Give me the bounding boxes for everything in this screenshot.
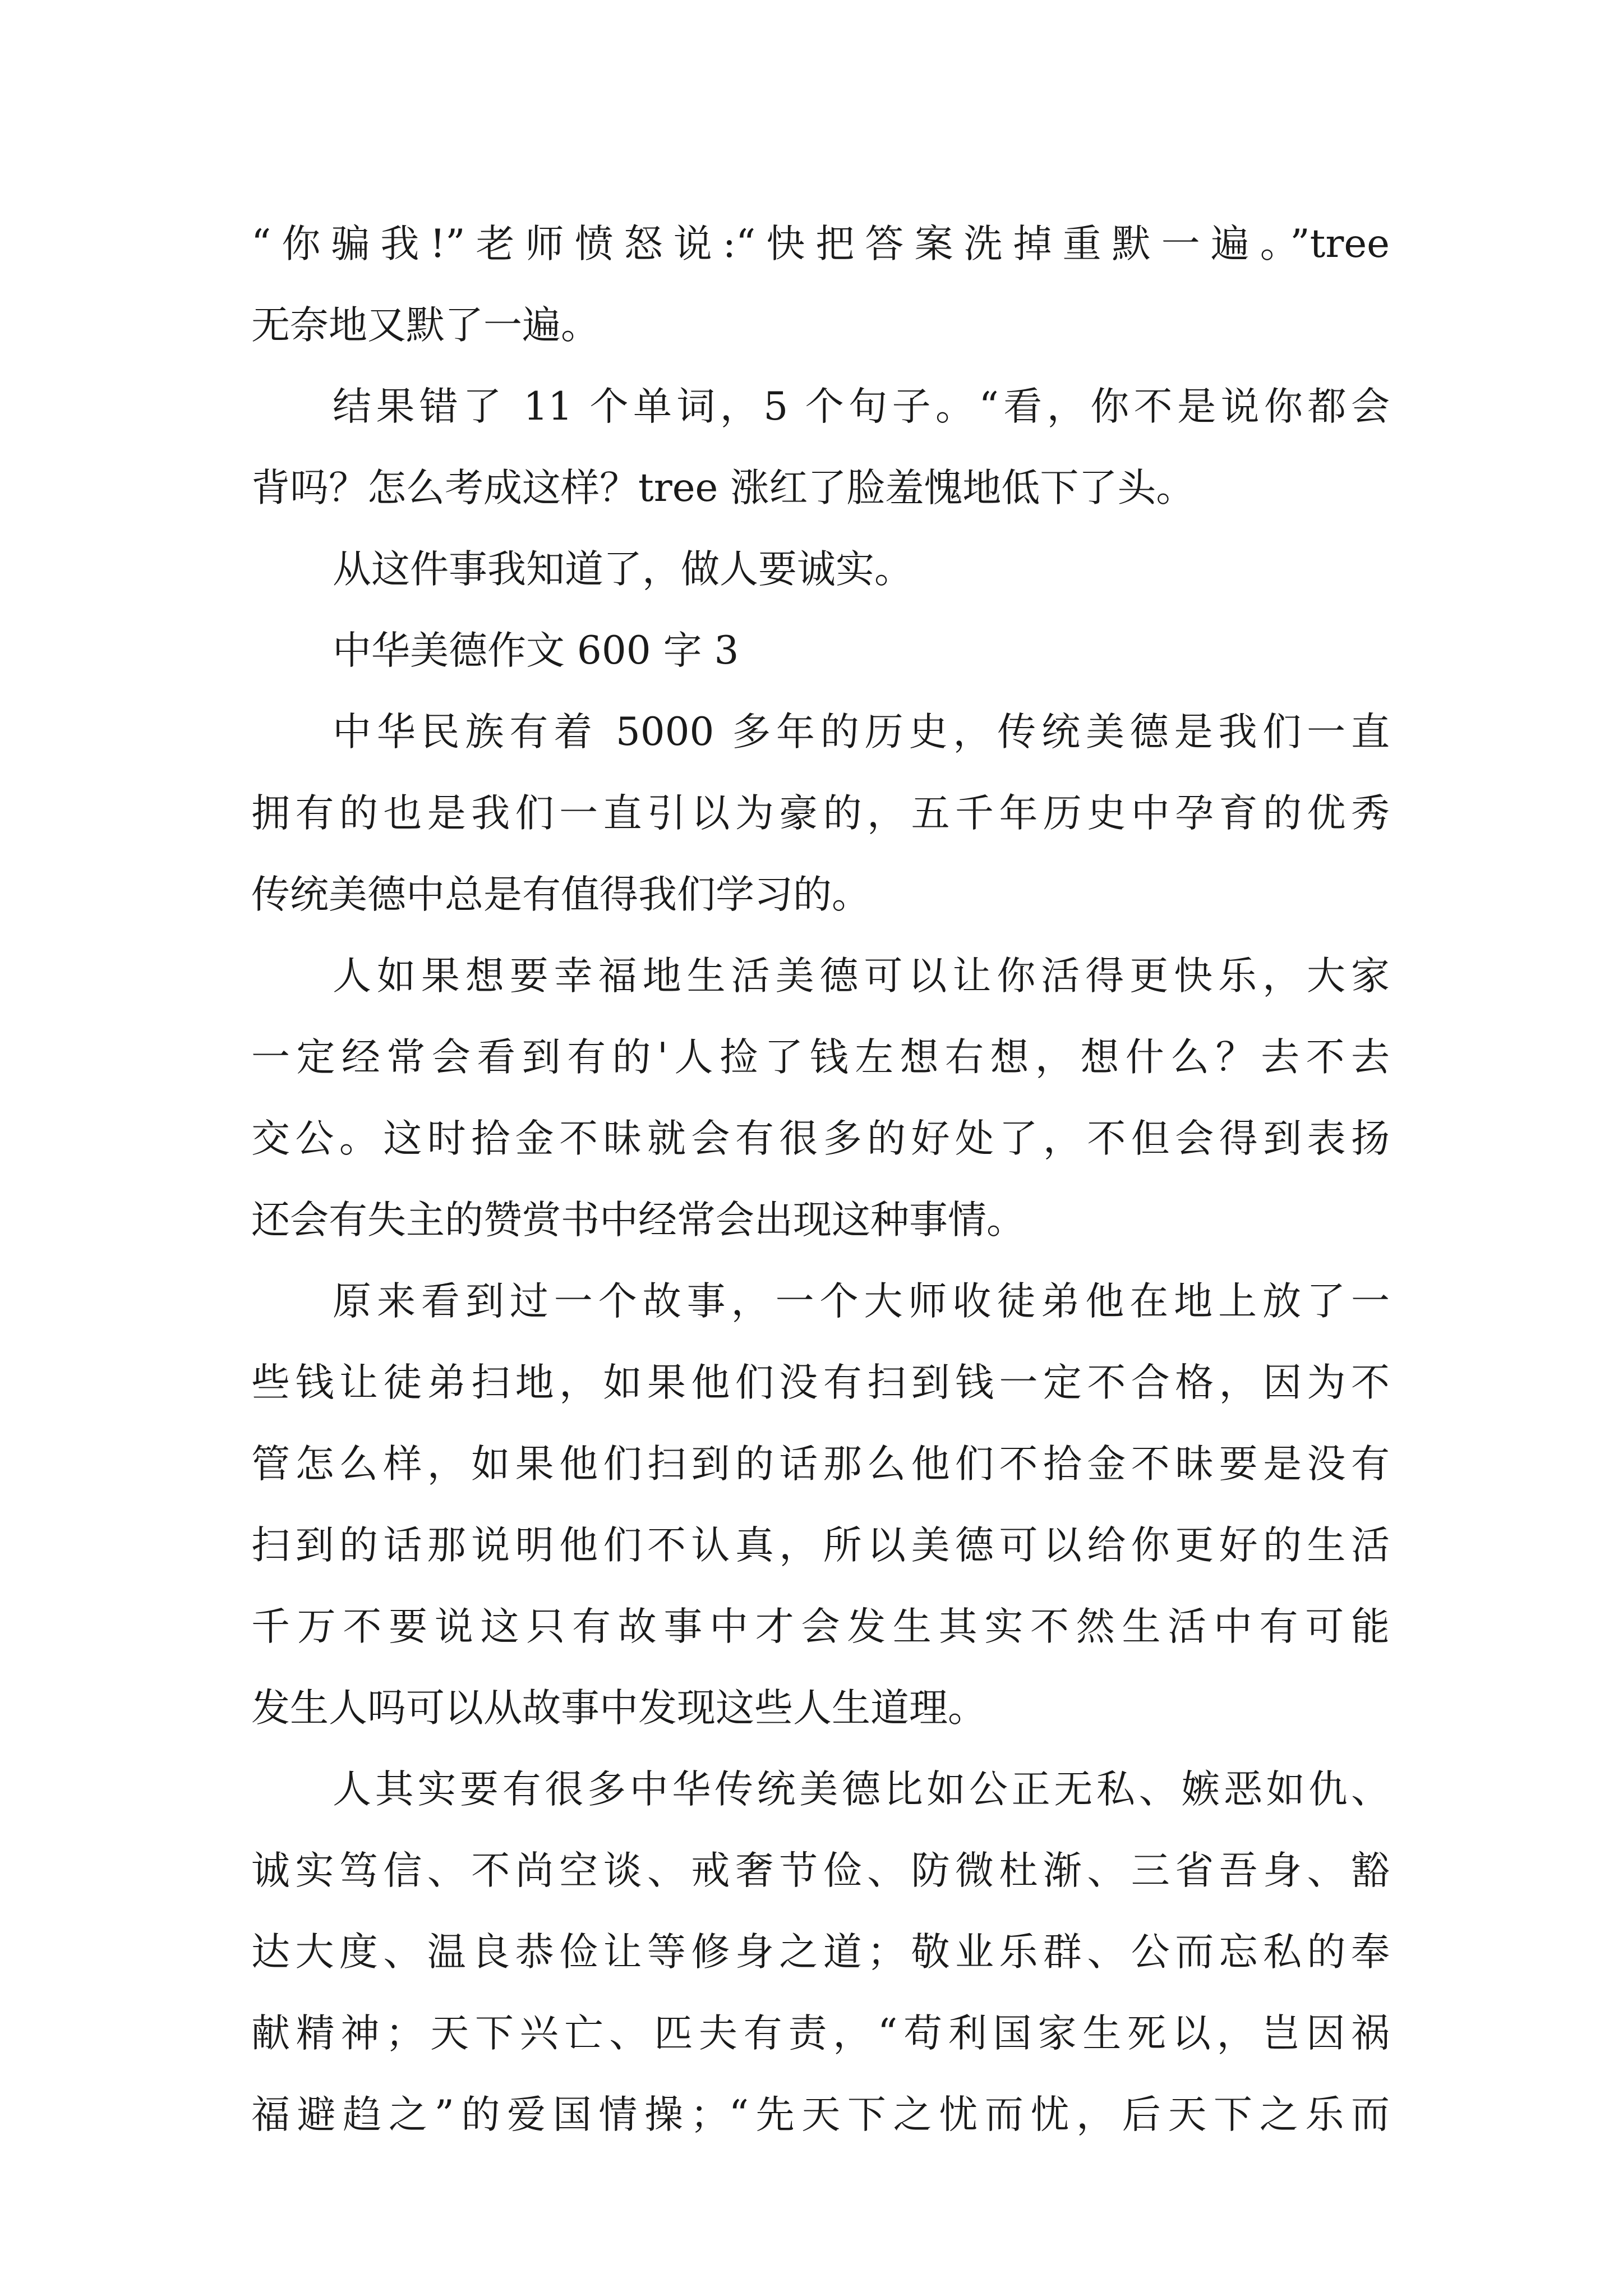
text-line: 人如果想要幸福地生活美德可以让你活得更快乐，大家: [333, 954, 1390, 999]
text-line: 献精神；天下兴亡、匹夫有责，“苟利国家生死以，岂因祸: [251, 2011, 1390, 2056]
paragraph-5: [251, 692, 1390, 936]
section-heading-text: 中华美德作文 600 字 3: [333, 628, 739, 673]
text-line: 背吗？怎么考成这样？tree 涨红了脸羞愧地低下了头。: [251, 466, 1195, 510]
section-heading: [251, 610, 1390, 692]
text-line: 福避趋之”的爱国情操；“先天下之忧而忧，后天下之乐而: [251, 2092, 1390, 2137]
paragraph-1: [251, 204, 1390, 366]
text-line: 从这件事我知道了，做人要诚实。: [333, 547, 913, 592]
text-line: 无奈地又默了一遍。: [251, 303, 600, 348]
text-line: 人其实要有很多中华传统美德比如公正无私、嫉恶如仇、: [333, 1767, 1390, 1812]
paragraph-8: [251, 1749, 1390, 2156]
text-line: 交公。这时拾金不昧就会有很多的好处了，不但会得到表扬: [251, 1116, 1390, 1161]
text-line: 拥有的也是我们一直引以为豪的，五千年历史中孕育的优秀: [251, 791, 1390, 836]
text-line: 传统美德中总是有值得我们学习的。: [251, 872, 870, 917]
text-line: “你骗我!”老师愤怒说:“快把答案洗掉重默一遍。”tree: [251, 222, 1390, 266]
text-line: 千万不要说这只有故事中才会发生其实不然生活中有可能: [251, 1604, 1390, 1649]
text-line: 一定经常会看到有的'人捡了钱左想右想，想什么？去不去: [251, 1035, 1390, 1080]
paragraph-2: [251, 366, 1390, 529]
paragraph-6: [251, 936, 1390, 1261]
text-line: 中华民族有着 5000 多年的历史，传统美德是我们一直: [333, 710, 1390, 754]
text-line: 扫到的话那说明他们不认真，所以美德可以给你更好的生活: [251, 1523, 1390, 1568]
paragraph-7: [251, 1261, 1390, 1749]
document-body: [251, 204, 1390, 2156]
text-line: 些钱让徒弟扫地，如果他们没有扫到钱一定不合格，因为不: [251, 1360, 1390, 1405]
text-line: 管怎么样，如果他们扫到的话那么他们不拾金不昧要是没有: [251, 1442, 1390, 1487]
text-line: 达大度、温良恭俭让等修身之道；敬业乐群、公而忘私的奉: [251, 1930, 1390, 1975]
text-line: 原来看到过一个故事，一个大师收徒弟他在地上放了一: [333, 1279, 1390, 1324]
text-line: 结果错了 11 个单词，5 个句子。“看，你不是说你都会: [333, 384, 1390, 429]
text-line: 还会有失主的赞赏书中经常会出现这种事情。: [251, 1198, 1025, 1243]
text-line: 发生人吗可以从故事中发现这些人生道理。: [251, 1686, 986, 1731]
paragraph-3: [251, 529, 1390, 610]
text-line: 诚实笃信、不尚空谈、戒奢节俭、防微杜渐、三省吾身、豁: [251, 1848, 1390, 1893]
